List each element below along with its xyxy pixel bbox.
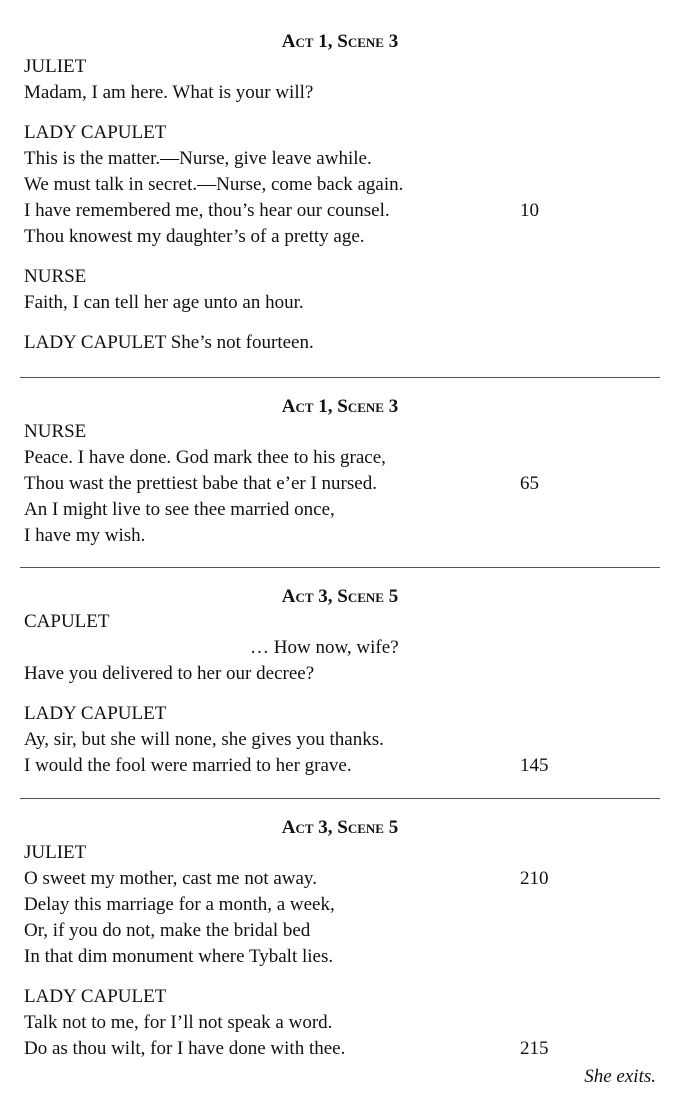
scene-heading: Act 3, Scene 5	[281, 586, 399, 607]
line-text: Or, if you do not, make the bridal bed	[24, 920, 311, 941]
line-text: Delay this marriage for a month, a week,	[24, 894, 335, 915]
scene-heading: Act 3, Scene 5	[281, 817, 399, 838]
line-text: Peace. I have done. God mark thee to his grace,	[24, 447, 386, 468]
speaker-name: LADY CAPULET	[24, 986, 167, 1007]
line-text: In that dim monument where Tybalt lies.	[24, 946, 334, 967]
verse-line	[24, 523, 680, 549]
line-text: This is the matter.—Nurse, give leave awhile.	[24, 148, 372, 169]
speaker-name: LADY CAPULET	[24, 122, 167, 143]
line-text: Have you delivered to her our decree?	[24, 663, 315, 684]
line-text: I have remembered me, thou’s hear our counsel.	[24, 200, 390, 221]
speech	[0, 984, 680, 1062]
verse-line	[24, 1010, 680, 1036]
speech	[0, 840, 680, 970]
excerpt-act3-scene5-b	[0, 816, 680, 1076]
line-text: We must talk in secret.—Nurse, come back again.	[24, 174, 404, 195]
speaker-name: JULIET	[24, 842, 87, 863]
scene-heading: Act 1, Scene 3	[281, 396, 399, 417]
speech	[0, 264, 680, 316]
line-text: I would the fool were married to her grave.	[24, 755, 352, 776]
speaker-name: LADY CAPULET	[24, 703, 167, 724]
line-text: … How now, wife?	[250, 637, 399, 658]
line-text: She’s not fourteen.	[170, 332, 314, 353]
line-text: Talk not to me, for I’ll not speak a word.	[24, 1012, 333, 1033]
section-divider	[20, 377, 660, 378]
line-number: 210	[520, 868, 549, 889]
verse-line	[24, 471, 680, 497]
line-number: 215	[520, 1038, 549, 1059]
line-number: 65	[520, 473, 539, 494]
speech	[0, 419, 680, 549]
verse-line	[24, 445, 680, 471]
speaker-name: LADY CAPULET	[24, 332, 166, 353]
verse-line	[24, 661, 680, 687]
speech	[0, 609, 680, 687]
scene-heading: Act 1, Scene 3	[281, 31, 399, 52]
speaker-name: NURSE	[24, 421, 87, 442]
verse-line	[24, 753, 680, 779]
verse-line	[24, 944, 680, 970]
speaker-line	[24, 330, 680, 356]
line-text: O sweet my mother, cast me not away.	[24, 868, 317, 889]
line-text: Ay, sir, but she will none, she gives you thanks.	[24, 729, 384, 750]
line-text: An I might live to see thee married once,	[24, 499, 335, 520]
line-number: 10	[520, 200, 539, 221]
stage-direction: She exits.	[584, 1066, 656, 1087]
speaker-name: JULIET	[24, 56, 87, 77]
excerpt-act1-scene3-a	[0, 30, 680, 370]
line-number: 145	[520, 755, 549, 776]
speech	[0, 330, 680, 356]
verse-line	[24, 80, 680, 106]
verse-line	[24, 290, 680, 316]
speech	[0, 54, 680, 106]
verse-line	[24, 727, 680, 753]
verse-line	[24, 224, 680, 250]
verse-line	[24, 198, 680, 224]
line-text: Madam, I am here. What is your will?	[24, 82, 314, 103]
line-text: Thou wast the prettiest babe that e’er I nursed.	[24, 473, 377, 494]
speaker-name: CAPULET	[24, 611, 110, 632]
line-text: Faith, I can tell her age unto an hour.	[24, 292, 304, 313]
verse-line	[24, 1036, 680, 1062]
line-text: Do as thou wilt, for I have done with thee.	[24, 1038, 346, 1059]
verse-line	[24, 918, 680, 944]
line-text: Thou knowest my daughter’s of a pretty age.	[24, 226, 365, 247]
verse-line	[24, 146, 680, 172]
verse-line	[24, 172, 680, 198]
section-divider	[20, 567, 660, 568]
verse-line	[24, 892, 680, 918]
verse-line	[24, 635, 680, 661]
section-divider	[20, 798, 660, 799]
verse-line	[24, 866, 680, 892]
line-text: I have my wish.	[24, 525, 146, 546]
speaker-name: NURSE	[24, 266, 87, 287]
excerpt-act3-scene5-a	[0, 585, 680, 793]
verse-line	[24, 497, 680, 523]
speech	[0, 120, 680, 250]
speech	[0, 701, 680, 779]
excerpt-act1-scene3-b	[0, 395, 680, 563]
